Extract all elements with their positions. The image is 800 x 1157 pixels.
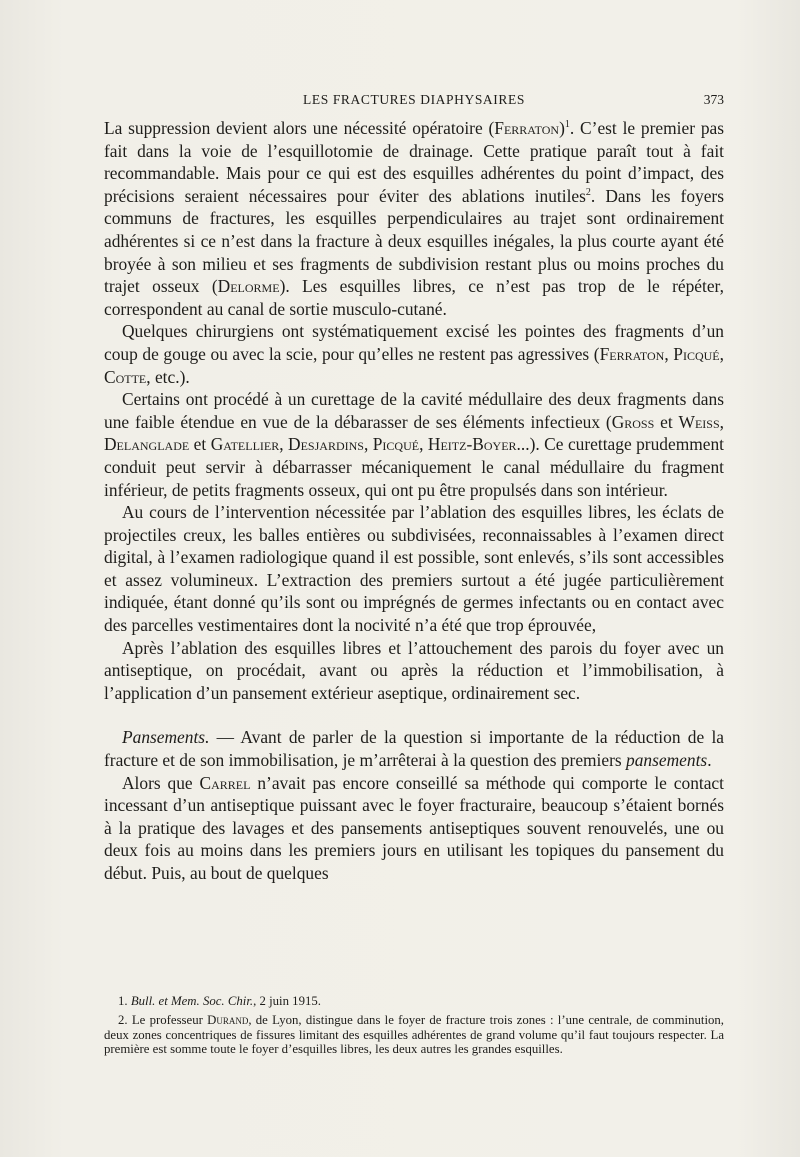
author-name: Gatellier xyxy=(210,434,280,455)
footnote-ref-1: 1 xyxy=(564,119,570,131)
author-name: Delorme xyxy=(217,276,280,297)
footnotes xyxy=(104,994,724,1061)
author-name: Ferraton xyxy=(599,343,665,364)
author-name: Ferraton xyxy=(494,118,560,138)
paragraph-6: Pansements. — Avant de parler de la question si importante de la réduction de la fracture et de son immobilisation, je m’arrêterai à la question des premiers pansements. xyxy=(104,727,724,771)
footnote-1: 1. Bull. et Mem. Soc. Chir., 2 juin 1915. xyxy=(118,994,321,1008)
paragraph-1: La suppression devient alors une nécessité opératoire (Ferraton)$^1$. C’est le premier pas fait dans la voie de l’esquillotomie de drainage. Cette pratique paraît tout à fait recommandable. Mais pour ce qui est des esquilles adhérentes du point d’impact, des précisions seraient nécessaires pour éviter des ablations inutiles$^2$. Dans les foyers communs de fractures, les esquilles perpendiculaires au trajet sont ordinairement adhérentes si ce n’est dans la fracture à deux esquilles inégales, la plus courte ayant été broyée à son milieu et ses fragments de subdivision restant plus ou moins proches du trajet osseux (Delorme). Les esquilles libres, ce n’est pas trop de le répéter, correspondent au canal de sortie musculo-cutané. xyxy=(104,118,724,319)
author-name: Weiss xyxy=(678,411,720,432)
paragraph-4: Au cours de l’intervention nécessitée par l’ablation des esquilles libres, les éclats de projectiles creux, les balles entières ou subdivisées, reconnaissables à l’examen direct digital, à l’examen radiologique quand il est possible, sont enlevés, s’ils sont accessibles et assez volumineux. L’extraction des premiers surtout a été jugée particulièrement indiquée, étant donné qu’ils sont ou imprégnés de germes infectants ou en contact avec des parcelles vestimentaires dont la nocivité n’a été que trop éprouvée, xyxy=(104,502,724,636)
page-number: 373 xyxy=(703,92,724,107)
paragraph-7: Alors que Carrel n’avait pas encore conseillé sa méthode qui comporte le contact incessant d’un antiseptique puissant avec le foyer fracturaire, beaucoup s’étaient bornés à la pratique des lavages et des pansements antiseptiques souvent renouvelés, une ou deux fois au moins dans les premiers jours en utilisant les topiques du pansement du début. Puis, au bout de quelques xyxy=(104,772,724,883)
author-name: Picqué xyxy=(673,343,720,364)
author-name: Durand xyxy=(207,1012,249,1027)
author-name: Gross xyxy=(611,411,655,432)
body-text xyxy=(104,117,724,885)
author-name: Delanglade xyxy=(104,434,190,455)
footnote-ref-2: 2 xyxy=(585,186,591,198)
author-name: Heitz-Boyer xyxy=(427,434,517,455)
author-name: Carrel xyxy=(199,772,251,793)
footnote-2: 2. Le professeur Durand, de Lyon, distingue dans le foyer de fracture trois zones : l’une centrale, de comminution, deux zones concentriques de fissures limitant des esquilles adhérentes de grand volume qu’il faut toujours respecter. La première est somme toute le foyer d’esquilles libres, les deux autres les grandes esquilles. xyxy=(104,1012,724,1057)
author-name: Cotte xyxy=(104,366,147,387)
paragraph-3: Certains ont procédé à un curettage de la cavité médullaire des deux fragments dans une faible étendue en vue de la débarasser de ses éléments infectieux (Gross et Weiss, Delanglade et Gatellier, Desjardins, Picqué, Heitz-Boyer...). Ce curettage prudemment conduit peut servir à débarrasser mécaniquement le canal médullaire du fragment inférieur, de petits fragments osseux, qui ont pu être propulsés dans son intérieur. xyxy=(104,389,725,500)
author-name: Picqué xyxy=(372,434,420,455)
paragraph-2: Quelques chirurgiens ont systématiquement excisé les pointes des fragments d’un coup de gouge ou avec la scie, pour qu’elles ne restent pas agressives (Ferraton, Picqué, Cotte, etc.). xyxy=(104,321,724,387)
page-header xyxy=(104,92,724,110)
section-heading: Pansements. xyxy=(122,727,210,748)
paragraph-5: Après l’ablation des esquilles libres et l’attouchement des parois du foyer avec un antiseptique, on procédait, avant ou après la réduction et l’immobilisation, à l’application d’un pansement extérieur aseptique, ordinairement sec. xyxy=(104,637,724,703)
running-title: LES FRACTURES DIAPHYSAIRES xyxy=(303,92,525,107)
author-name: Desjardins xyxy=(288,434,364,455)
